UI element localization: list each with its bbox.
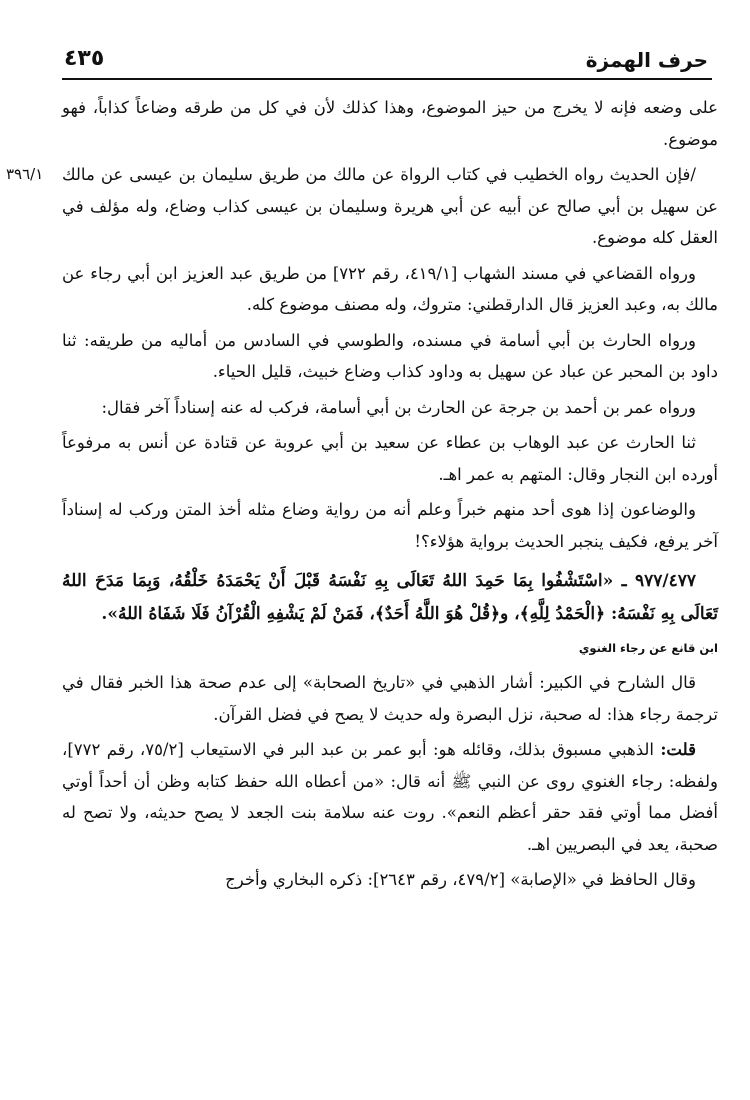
paragraph: ثنا الحارث عن عبد الوهاب بن عطاء عن سعيد بن أبي عروبة عن قتادة عن أنس به مرفوعاً أورده ابن النجار وقال: المتهم به عمر اهـ. xyxy=(62,433,718,484)
paragraph xyxy=(62,734,718,860)
page-body xyxy=(6,92,718,900)
hadith-text: ٩٧٧/٤٧٧ ـ «اسْتَشْفُوا بِمَا حَمِدَ اللهُ تَعَالَى بِهِ نَفْسَهُ قَبْلَ أَنْ يَحْمَدَهُ خَلْقُهُ، وَبِمَا مَدَحَ اللهُ تَعَالَى بِهِ نَفْسَهُ: ﴿الْحَمْدُ لِلَّهِ﴾، و﴿قُلْ هُوَ اللَّهُ أَحَدٌ﴾، فَمَنْ لَمْ يَشْفِهِ الْقُرْآنُ فَلَا شَفَاهُ اللهُ». xyxy=(62,571,718,624)
paragraph: ورواه الحارث بن أبي أسامة في مسنده، والطوسي في السادس من أماليه من طريقه: ثنا داود بن المحبر عن عباد عن سهيل به وداود كذاب وضاع خبيث، قليل الحياء. xyxy=(62,330,718,381)
paragraph: وقال الحافظ في «الإصابة» [٤٧٩/٢، رقم ٢٦٤٣]: ذكره البخاري وأخرج xyxy=(225,870,696,889)
paragraph: ورواه عمر بن أحمد بن جرجة عن الحارث بن أبي أسامة، فركب له عنه إسناداً آخر فقال: xyxy=(101,397,696,417)
paragraph-with-margin-ref xyxy=(6,159,718,254)
paragraph: ورواه القضاعي في مسند الشهاب [٤١٩/١، رقم ٧٢٢] من طريق عبد العزيز ابن أبي رجاء عن مالك به، وعبد العزيز قال الدارقطني: متروك، وله مصنف موضوع كله. xyxy=(62,263,718,314)
page-number: ٤٣٥ xyxy=(64,46,105,71)
chapter-title: حرف الهمزة xyxy=(585,48,708,72)
paragraph: قال الشارح في الكبير: أشار الذهبي في «تاريخ الصحابة» إلى عدم صحة هذا الخبر فقال في ترجمة رجاء هذا: له صحبة، نزل البصرة وله حديث لا يصح في فضل القرآن. xyxy=(62,673,718,724)
paragraph: /فإن الحديث رواه الخطيب في كتاب الرواة عن مالك من طريق سليمان بن عيسى عن مالك عن سهيل بن أبي صالح عن أبيه عن أبي هريرة وسليمان بن عيسى كذاب وضاع، وله مؤلف في العقل كله موضوع. xyxy=(62,165,718,247)
paragraph-text: الذهبي مسبوق بذلك، وقائله هو: أبو عمر بن عبد البر في الاستيعاب [٧٥/٢، رقم ٧٧٢]، ولفظه: رجاء الغنوي روى عن النبي ﷺ أنه قال: «من أعطاه الله حفظ كتابه وظن أن أحداً أوتي أفضل مما أوتي فقد حقر أعظم النعم». روت عنه سلامة بنت الجعد لا يصح حديثه، ولا تصح له صحبة، يعد في البصريين اهـ. xyxy=(62,740,718,854)
page-header xyxy=(62,44,712,80)
qult-label: قلت: xyxy=(660,740,696,759)
paragraph: على وضعه فإنه لا يخرج من حيز الموضوع، وهذا كذلك لأن في كل من طرقه وضاعاً كذاباً، فهو موضوع. xyxy=(62,98,718,149)
paragraph: والوضاعون إذا هوى أحد منهم خبراً وعلم أنه من رواية وضاع مثله أخذ المتن وركب له إسناداً آخر يرفع، فكيف ينجبر الحديث برواية هؤلاء؟! xyxy=(62,500,718,551)
margin-reference: ٣٩٦/١ xyxy=(6,165,44,183)
hadith-source: ابن قانع عن رجاء الغنوي xyxy=(578,641,718,655)
